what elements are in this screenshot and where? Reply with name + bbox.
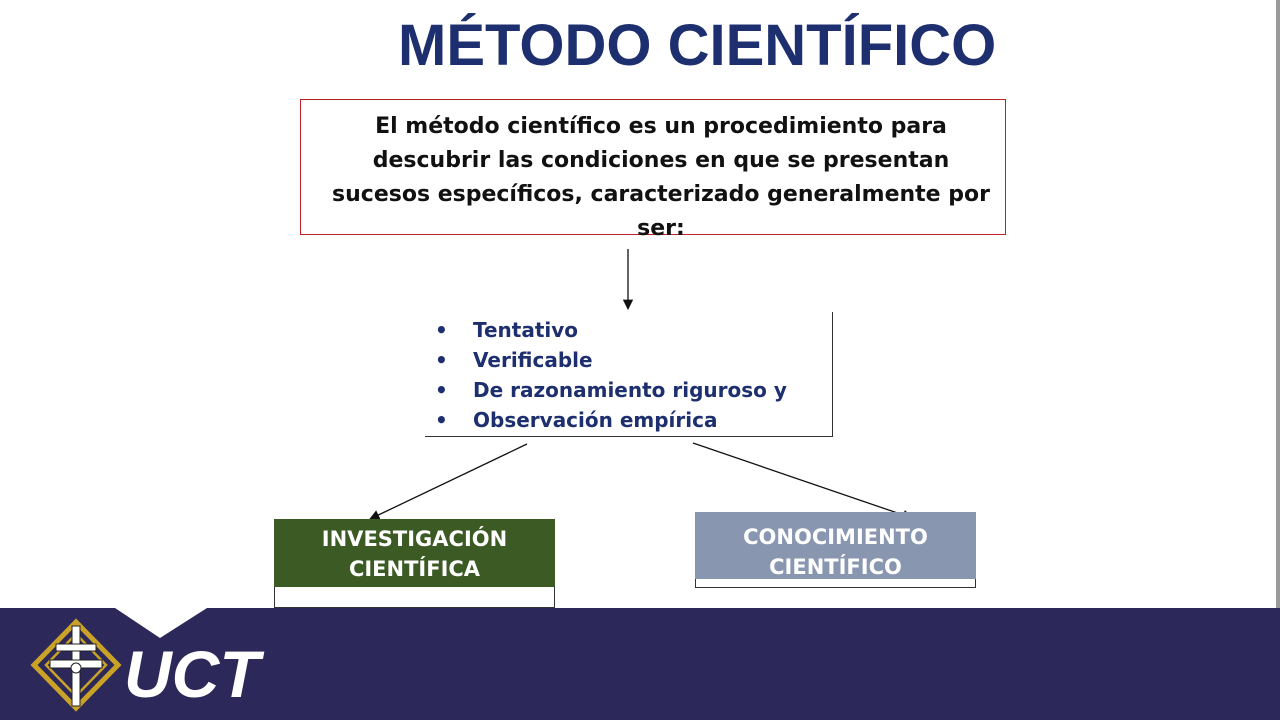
investigation-label: INVESTIGACIÓN CIENTÍFICA [274, 519, 555, 587]
list-item: • Tentativo [425, 315, 832, 345]
bullet-icon: • [435, 378, 448, 402]
bullet-icon: • [435, 408, 448, 432]
footer-logo-text: UCT [124, 637, 260, 711]
slide-title: MÉTODO CIENTÍFICO [398, 13, 997, 78]
footer-bar [0, 608, 1280, 720]
characteristics-list [425, 312, 833, 437]
bullet-icon: • [435, 318, 448, 342]
arrow-list-to-investigation [370, 444, 527, 519]
list-item: • Observación empírica [425, 405, 832, 435]
bullet-icon: • [435, 348, 448, 372]
knowledge-card [695, 512, 976, 588]
definition-text: El método científico es un procedimiento para descubrir las condiciones en que se presentan sucesos específicos, caracterizado generalmente por ser: [332, 114, 990, 241]
list-item: • De razonamiento riguroso y [425, 375, 832, 405]
knowledge-label: CONOCIMIENTO CIENTÍFICO [695, 512, 976, 579]
investigation-card [274, 519, 555, 608]
arrow-list-to-knowledge [693, 443, 912, 518]
list-item: • Verificable [425, 345, 832, 375]
